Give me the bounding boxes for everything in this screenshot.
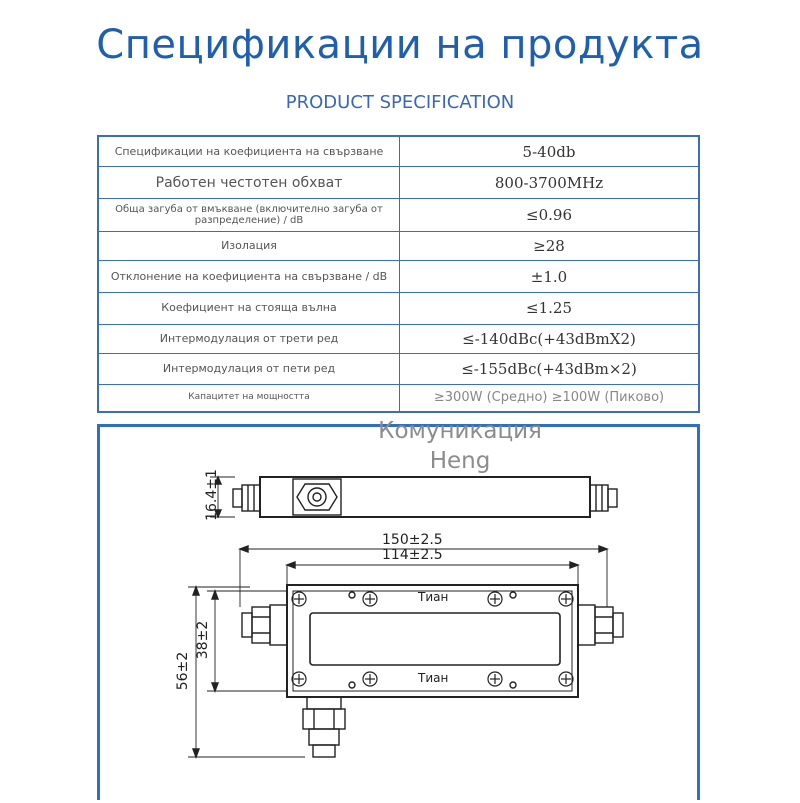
table-row <box>98 231 699 261</box>
spec-name: Интермодулация от пети ред <box>98 354 400 385</box>
table-row <box>98 261 699 293</box>
top-view <box>210 477 617 517</box>
spec-value: ≤-140dBc(+43dBmX2) <box>400 324 700 354</box>
page-subtitle: PRODUCT SPECIFICATION <box>285 92 515 113</box>
left-connector-top <box>242 485 260 511</box>
watermark-line-1: Комуникация <box>378 418 542 444</box>
dimension-length-body: 114±2.5 <box>382 547 443 563</box>
technical-drawing-frame <box>97 424 700 800</box>
dimension-height-body: 38±2 <box>195 620 211 660</box>
table-row <box>98 354 699 385</box>
top-view-body <box>260 477 590 517</box>
spec-name: Отклонение на коефициента на свързване / dB <box>98 261 400 293</box>
table-row <box>98 198 699 231</box>
page-title: Спецификации на продукта <box>96 22 704 68</box>
front-view <box>188 546 623 757</box>
table-row <box>98 136 699 167</box>
spec-name: Работен честотен обхват <box>98 167 400 199</box>
spec-name: Капацитет на мощността <box>98 384 400 412</box>
spec-value: 800-3700MHz <box>400 167 700 199</box>
watermark-line-2: Heng <box>429 448 491 474</box>
table-row <box>98 292 699 324</box>
label-top: Тиан <box>418 590 449 604</box>
spec-value: 5-40db <box>400 136 700 167</box>
label-window <box>310 613 560 665</box>
technical-drawing <box>100 427 697 803</box>
right-connector-top <box>590 485 608 511</box>
bottom-connector-front <box>303 697 345 757</box>
spec-value: ≤-155dBc(+43dBm×2) <box>400 354 700 385</box>
dimension-height-small: 16.4±1 <box>204 469 220 521</box>
table-row <box>98 384 699 412</box>
watermark <box>340 416 580 476</box>
table-row <box>98 324 699 354</box>
spec-name: Обща загуба от вмъкване (включително загуба от разпределение) / dB <box>98 198 400 231</box>
spec-value: ≥28 <box>400 231 700 261</box>
spec-value: ≤1.25 <box>400 292 700 324</box>
spec-name: Изолация <box>98 231 400 261</box>
right-connector-front <box>578 605 623 645</box>
spec-value: ≥300W (Средно) ≥100W (Пиково) <box>400 384 700 412</box>
dimension-length-total: 150±2.5 <box>382 532 443 548</box>
dimension-height-total: 56±2 <box>175 651 191 691</box>
spec-name: Спецификации на коефициента на свързване <box>98 136 400 167</box>
table-row <box>98 167 699 199</box>
spec-value: ≤0.96 <box>400 198 700 231</box>
spec-name: Коефициент на стояща вълна <box>98 292 400 324</box>
left-connector-front <box>242 605 287 645</box>
spec-value: ±1.0 <box>400 261 700 293</box>
label-bottom: Тиан <box>418 671 449 685</box>
spec-name: Интермодулация от трети ред <box>98 324 400 354</box>
spec-table <box>97 135 700 413</box>
